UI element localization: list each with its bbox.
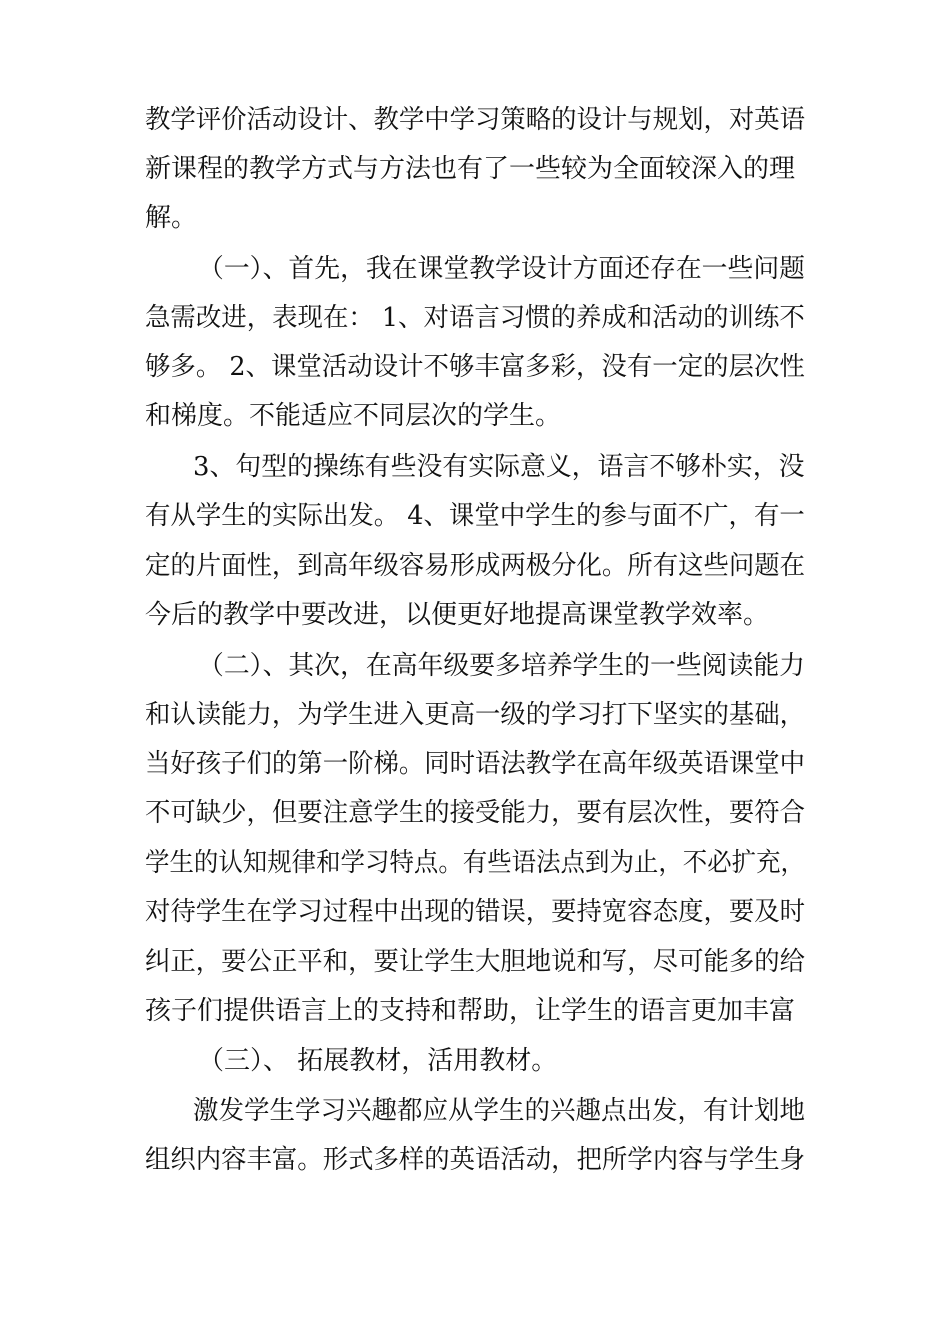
text-line: 3、句型的操练有些没有实际意义，语言不够朴实，没: [193, 452, 805, 482]
text-line: 纠正，要公正平和，要让学生大胆地说和写，尽可能多的给: [145, 947, 806, 977]
text-line: 解。: [145, 203, 198, 233]
text-line: 不可缺少，但要注意学生的接受能力，要有层次性，要符合: [145, 798, 806, 828]
text-line: 急需改进，表现在： 1、对语言习惯的养成和活动的训练不: [145, 303, 805, 333]
text-line: 组织内容丰富。形式多样的英语活动，把所学内容与学生身: [145, 1145, 806, 1175]
text-line: 和认读能力，为学生进入更高一级的学习打下坚实的基础，: [145, 700, 806, 730]
text-line: （一）、首先，我在课堂教学设计方面还存在一些问题: [198, 254, 806, 284]
text-line: （二）、其次，在高年级要多培养学生的一些阅读能力: [198, 651, 806, 681]
text-line: 对待学生在学习过程中出现的错误，要持宽容态度，要及时: [145, 897, 806, 927]
text-line: 激发学生学习兴趣都应从学生的兴趣点出发，有计划地: [193, 1096, 806, 1126]
text-line: 当好孩子们的第一阶梯。同时语法教学在高年级英语课堂中: [145, 749, 806, 779]
text-line: 孩子们提供语言上的支持和帮助，让学生的语言更加丰富: [145, 996, 796, 1026]
text-line: 新课程的教学方式与方法也有了一些较为全面较深入的理: [145, 154, 796, 184]
text-line: （三）、 拓展教材，活用教材。: [198, 1046, 558, 1076]
text-line: 今后的教学中要改进，以便更好地提高课堂教学效率。: [145, 600, 770, 630]
text-line: 学生的认知规律和学习特点。有些语法点到为止，不必扩充，: [145, 848, 806, 878]
text-line: 定的片面性，到高年级容易形成两极分化。所有这些问题在: [145, 551, 806, 581]
text-line: 有从学生的实际出发。 4、课堂中学生的参与面不广，有一: [145, 501, 805, 531]
text-line: 和梯度。不能适应不同层次的学生。: [145, 401, 562, 431]
text-line: 够多。 2、课堂活动设计不够丰富多彩，没有一定的层次性: [145, 352, 805, 382]
text-line: 教学评价活动设计、教学中学习策略的设计与规划，对英语: [145, 105, 806, 135]
